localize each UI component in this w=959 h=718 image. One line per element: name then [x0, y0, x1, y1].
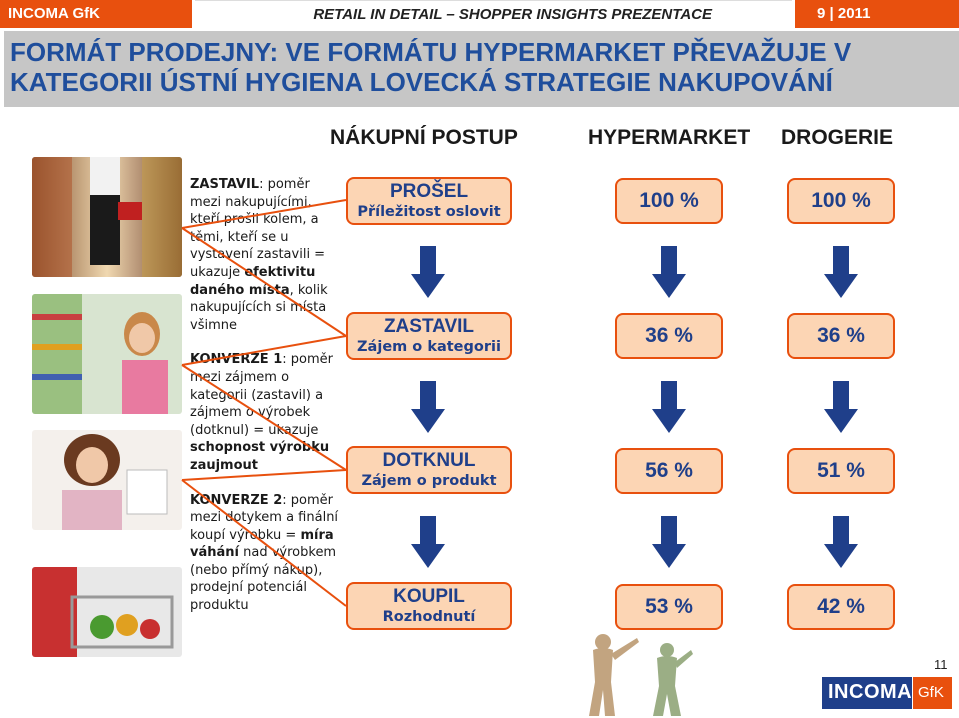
- issue-bar: [795, 0, 959, 28]
- hypermarket-value-4: 53 %: [615, 584, 723, 630]
- metric-description: [190, 176, 345, 632]
- step-box-proshel: PROŠEL Příležitost oslovit: [346, 177, 512, 225]
- subtitle-bar: [195, 0, 792, 28]
- hunter-statues-illustration: [575, 620, 695, 718]
- down-arrow-icon: [411, 381, 445, 433]
- column-header-hypermarket: HYPERMARKET: [588, 126, 751, 149]
- column-header-process: NÁKUPNÍ POSTUP: [330, 126, 518, 149]
- step-box-zastavil: ZASTAVIL Zájem o kategorii: [346, 312, 512, 360]
- woman-reading-photo: [32, 430, 182, 530]
- title-bar: [4, 31, 959, 107]
- page-number: 11: [934, 657, 948, 672]
- brand-label: INCOMA GfK: [8, 5, 100, 22]
- zastavil-description: ZASTAVIL: poměr mezi nakupujícími, kteří prošli kolem, a těmi, kteří se u vystavení zastavili = ukazuje efektivitu daného místa, kolik nakupujících si místa všimne: [190, 177, 328, 333]
- drogerie-value-4: 42 %: [787, 584, 895, 630]
- shopper-aisle-photo: [32, 157, 182, 277]
- down-arrow-icon: [411, 516, 445, 568]
- down-arrow-icon: [652, 246, 686, 298]
- issue-label: 9 | 2011: [817, 5, 871, 22]
- konverze1-description: KONVERZE 1: poměr mezi zájmem o kategorii (zastavil) a zájmem o výrobek (dotknul) = ukazuje schopnost výrobku zaujmout: [190, 352, 333, 473]
- down-arrow-icon: [652, 516, 686, 568]
- hypermarket-value-3: 56 %: [615, 448, 723, 494]
- step-box-dotknul: DOTKNUL Zájem o produkt: [346, 446, 512, 494]
- konverze2-description: KONVERZE 2: poměr mezi dotykem a finální koupí výrobku = míra váhání nad výrobkem (nebo přímý nákup), prodejní potenciál produktu: [190, 492, 339, 614]
- step-box-koupil: KOUPIL Rozhodnutí: [346, 582, 512, 630]
- shopping-cart-photo: [32, 567, 182, 657]
- down-arrow-icon: [824, 381, 858, 433]
- down-arrow-icon: [411, 246, 445, 298]
- hypermarket-value-2: 36 %: [615, 313, 723, 359]
- down-arrow-icon: [824, 246, 858, 298]
- drogerie-value-1: 100 %: [787, 178, 895, 224]
- subtitle-label: RETAIL IN DETAIL – SHOPPER INSIGHTS PREZENTACE: [313, 6, 712, 23]
- top-bar: [0, 0, 959, 28]
- brand-bar: [0, 0, 192, 28]
- drogerie-value-3: 51 %: [787, 448, 895, 494]
- woman-shelf-photo: [32, 294, 182, 414]
- incoma-gfk-logo: [822, 677, 952, 709]
- column-header-drogerie: DROGERIE: [781, 126, 894, 149]
- down-arrow-icon: [824, 516, 858, 568]
- logo-incoma-text: INCOMA: [828, 681, 913, 703]
- hypermarket-value-1: 100 %: [615, 178, 723, 224]
- logo-gfk-text: GfK: [918, 684, 944, 701]
- drogerie-value-2: 36 %: [787, 313, 895, 359]
- down-arrow-icon: [652, 381, 686, 433]
- slide-title: FORMÁT PRODEJNY: VE FORMÁTU HYPERMARKET PŘEVAŽUJE V KATEGORII ÚSTNÍ HYGIENA LOVECKÁ STRATEGIE NAKUPOVÁNÍ: [10, 37, 852, 97]
